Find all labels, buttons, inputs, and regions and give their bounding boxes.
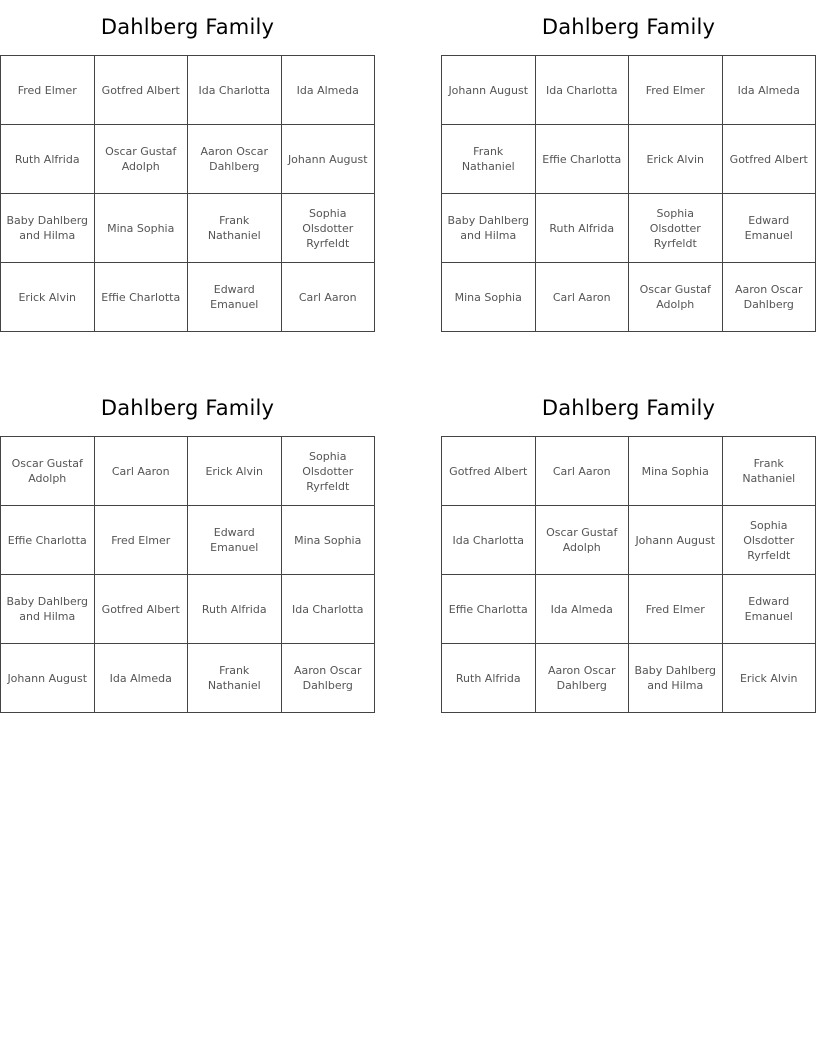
grid-cell: Edward Emanuel [722,575,816,644]
grid-cell: Gotfred Albert [722,125,816,194]
table-row [1,644,375,713]
grid-cell: Sophia Olsdotter Ryrfeldt [281,437,375,506]
table-row [442,644,816,713]
grid-cell: Edward Emanuel [188,506,282,575]
bingo-grid [0,436,375,713]
grid-cell: Effie Charlotta [442,575,536,644]
bingo-grid [441,55,816,332]
grid-cell: Aaron Oscar Dahlberg [281,644,375,713]
grid-cell: Baby Dahlberg and Hilma [629,644,723,713]
grid-cell: Aaron Oscar Dahlberg [535,644,629,713]
grid-cell: Ruth Alfrida [188,575,282,644]
grid-cell: Sophia Olsdotter Ryrfeldt [629,194,723,263]
grid-cell: Carl Aaron [535,263,629,332]
table-row [1,194,375,263]
grid-cell: Ida Charlotta [442,506,536,575]
grid-cell: Johann August [629,506,723,575]
grid-cell: Ida Almeda [535,575,629,644]
grid-cell: Johann August [442,56,536,125]
table-row [1,263,375,332]
table-row [442,125,816,194]
grid-cell: Carl Aaron [535,437,629,506]
grid-cell: Gotfred Albert [442,437,536,506]
card-title: Dahlberg Family [100,396,275,420]
grid-cell: Ida Charlotta [188,56,282,125]
grid-cell: Mina Sophia [281,506,375,575]
grid-cell: Johann August [281,125,375,194]
grid-cell: Fred Elmer [94,506,188,575]
bingo-card-1 [0,0,375,332]
bingo-card-4 [441,381,816,713]
grid-cell: Frank Nathaniel [722,437,816,506]
table-row [442,56,816,125]
card-title: Dahlberg Family [541,396,716,420]
grid-cell: Carl Aaron [94,437,188,506]
grid-cell: Ida Almeda [722,56,816,125]
grid-cell: Erick Alvin [1,263,95,332]
grid-cell: Ida Almeda [94,644,188,713]
table-row [442,437,816,506]
table-row [1,437,375,506]
grid-cell: Erick Alvin [629,125,723,194]
grid-cell: Fred Elmer [1,56,95,125]
grid-cell: Oscar Gustaf Adolph [94,125,188,194]
grid-cell: Effie Charlotta [94,263,188,332]
grid-cell: Fred Elmer [629,56,723,125]
grid-cell: Oscar Gustaf Adolph [1,437,95,506]
table-row [442,263,816,332]
grid-cell: Edward Emanuel [188,263,282,332]
grid-cell: Mina Sophia [442,263,536,332]
bingo-grid [441,436,816,713]
grid-cell: Frank Nathaniel [442,125,536,194]
grid-cell: Mina Sophia [94,194,188,263]
grid-cell: Baby Dahlberg and Hilma [1,575,95,644]
grid-cell: Aaron Oscar Dahlberg [188,125,282,194]
grid-cell: Erick Alvin [188,437,282,506]
grid-cell: Erick Alvin [722,644,816,713]
grid-cell: Frank Nathaniel [188,644,282,713]
grid-cell: Sophia Olsdotter Ryrfeldt [281,194,375,263]
table-row [1,56,375,125]
grid-cell: Aaron Oscar Dahlberg [722,263,816,332]
table-row [442,506,816,575]
card-title: Dahlberg Family [100,15,275,39]
grid-cell: Edward Emanuel [722,194,816,263]
grid-cell: Ruth Alfrida [1,125,95,194]
bingo-card-2 [441,0,816,332]
grid-cell: Sophia Olsdotter Ryrfeldt [722,506,816,575]
grid-cell: Carl Aaron [281,263,375,332]
grid-cell: Oscar Gustaf Adolph [629,263,723,332]
grid-cell: Gotfred Albert [94,575,188,644]
grid-cell: Ida Almeda [281,56,375,125]
bingo-card-3 [0,381,375,713]
grid-cell: Effie Charlotta [535,125,629,194]
table-row [442,194,816,263]
grid-cell: Oscar Gustaf Adolph [535,506,629,575]
table-row [1,125,375,194]
grid-cell: Ida Charlotta [281,575,375,644]
table-row [1,506,375,575]
grid-cell: Ida Charlotta [535,56,629,125]
grid-cell: Baby Dahlberg and Hilma [442,194,536,263]
table-row [1,575,375,644]
grid-cell: Ruth Alfrida [442,644,536,713]
grid-cell: Johann August [1,644,95,713]
grid-cell: Effie Charlotta [1,506,95,575]
grid-cell: Gotfred Albert [94,56,188,125]
grid-cell: Ruth Alfrida [535,194,629,263]
grid-cell: Baby Dahlberg and Hilma [1,194,95,263]
grid-cell: Frank Nathaniel [188,194,282,263]
card-title: Dahlberg Family [541,15,716,39]
grid-cell: Mina Sophia [629,437,723,506]
grid-cell: Fred Elmer [629,575,723,644]
table-row [442,575,816,644]
bingo-grid [0,55,375,332]
